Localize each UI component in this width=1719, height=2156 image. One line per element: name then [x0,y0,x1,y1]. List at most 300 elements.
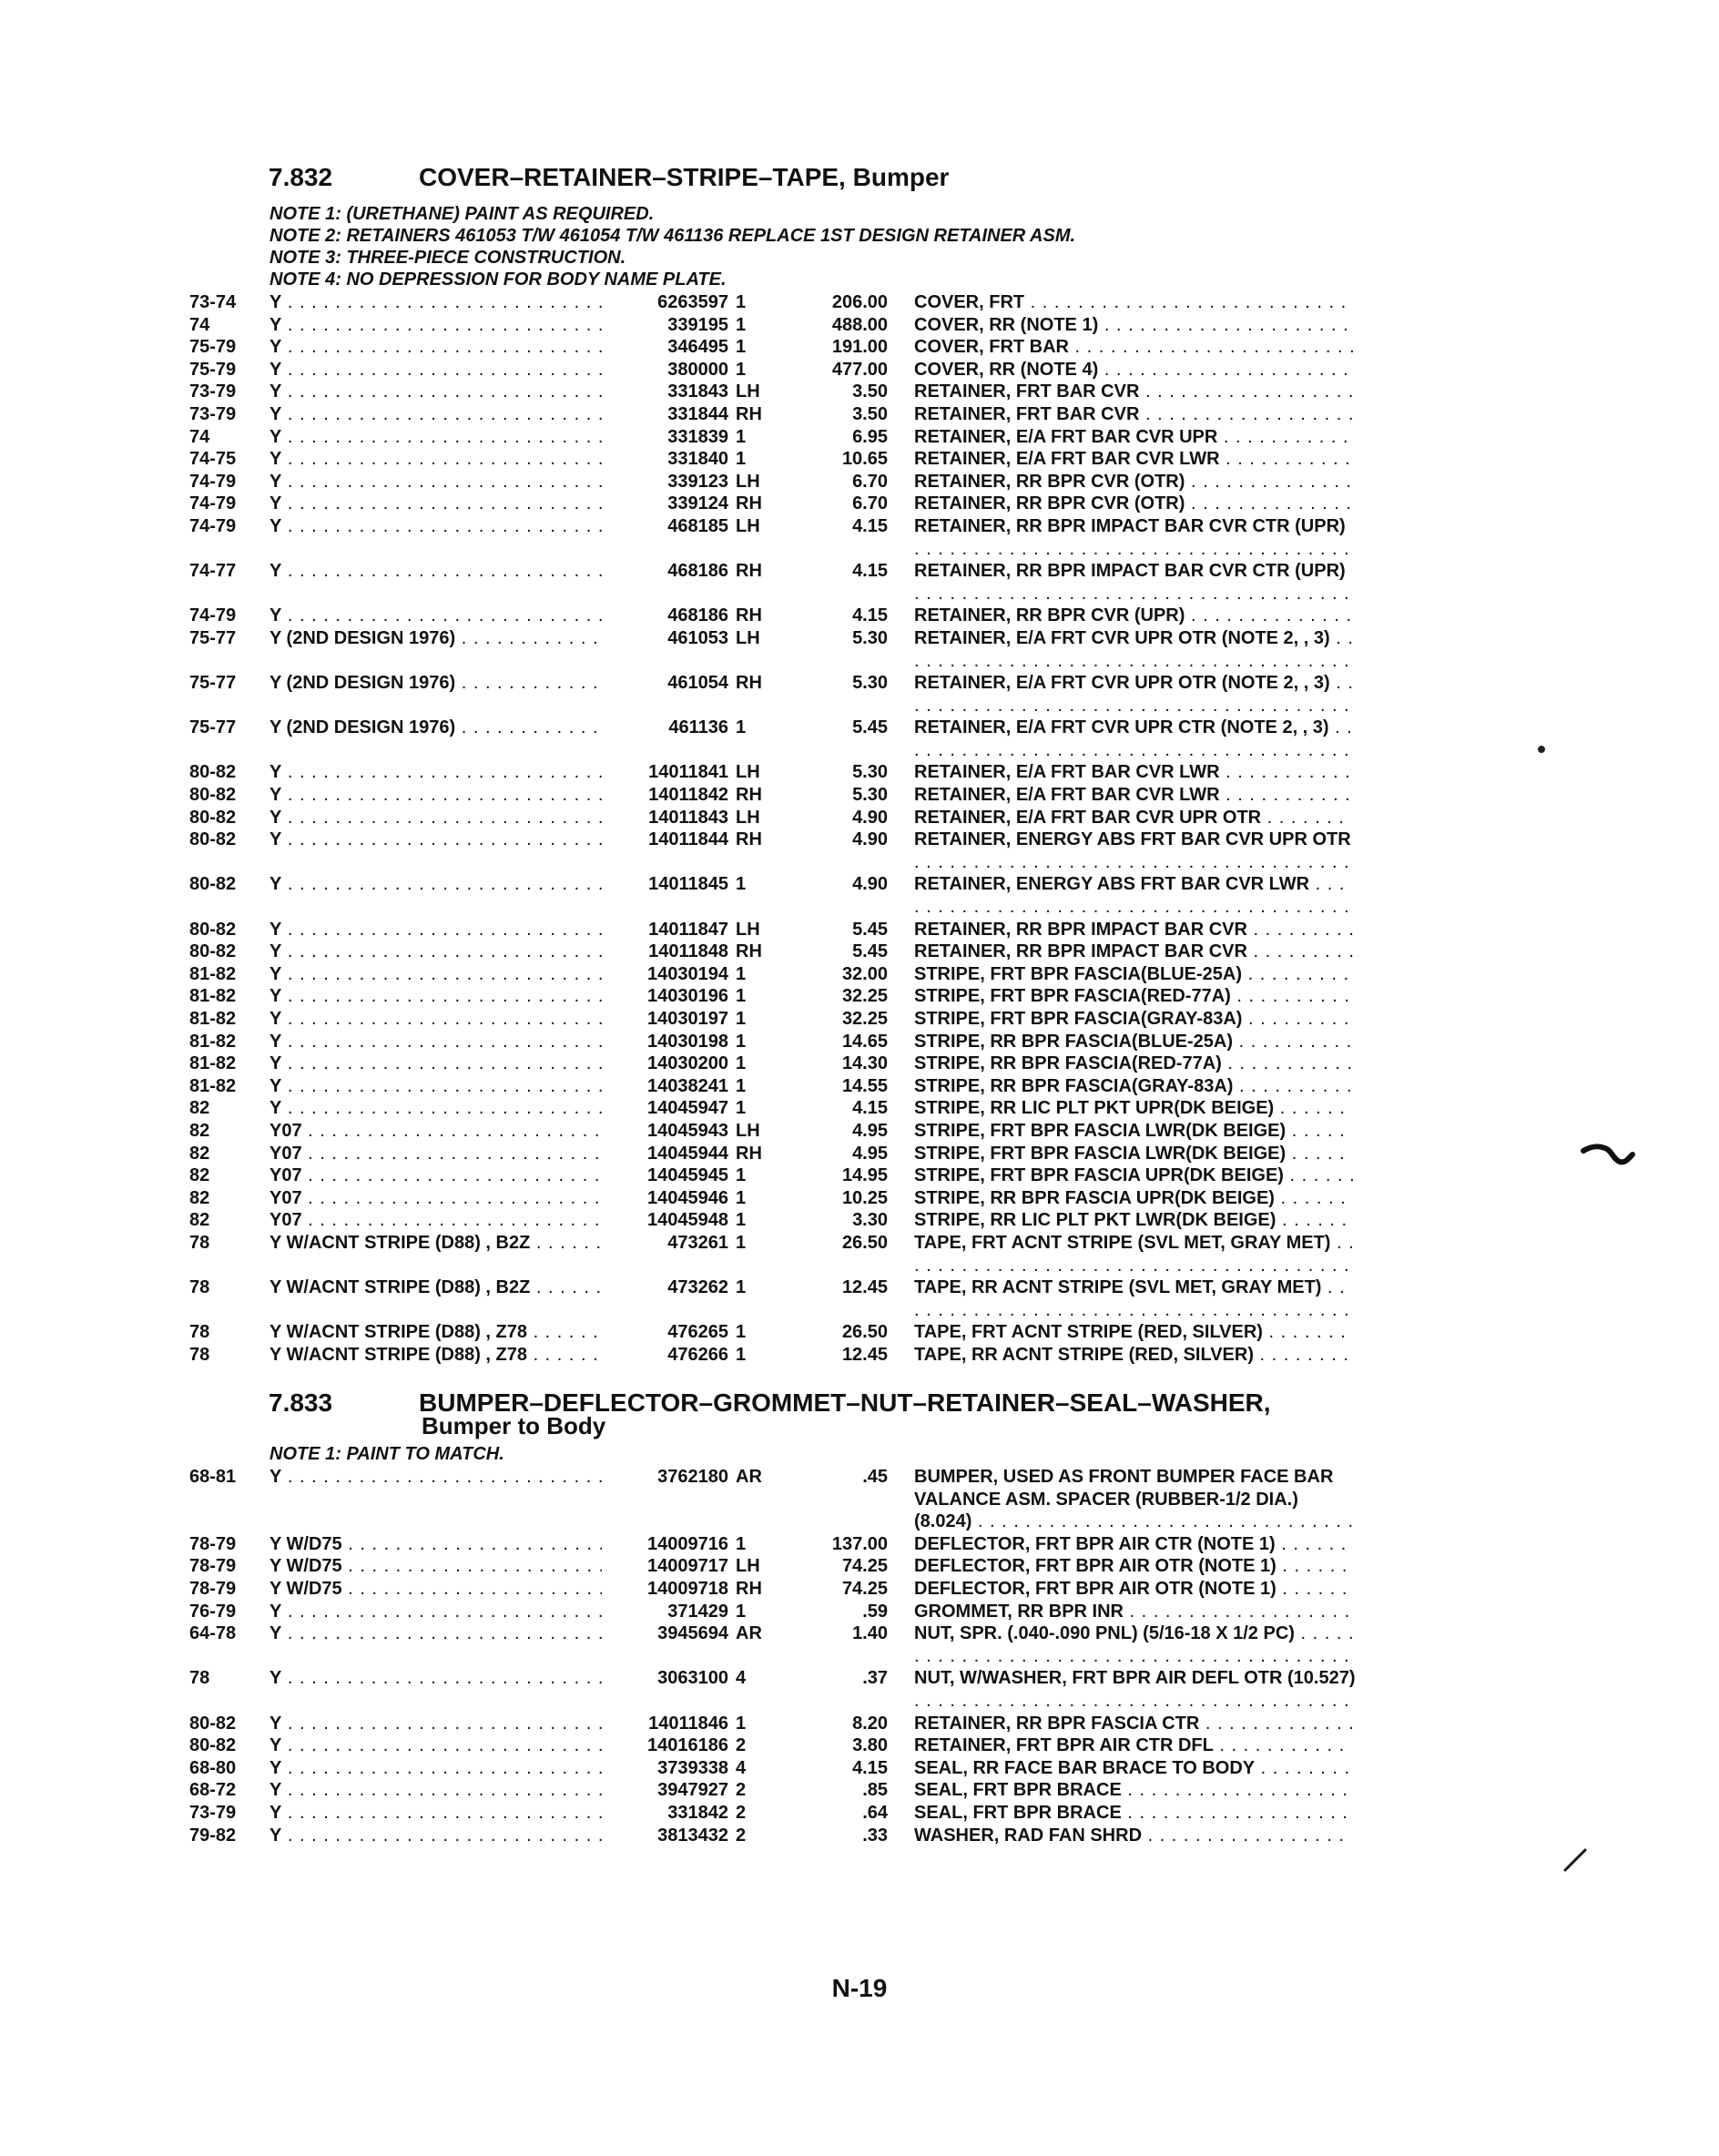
row-description-text: RETAINER, RR BPR CVR (OTR) . . . [914,493,1356,515]
table-row [0,1075,1719,1098]
table-row [0,314,1719,337]
table-row [0,560,1719,605]
row-part-number: 461054 [667,673,728,694]
row-year: 75-79 [189,337,237,358]
row-description [914,291,1356,314]
row-year: 74-77 [189,561,237,582]
row-description-text: RETAINER, RR BPR IMPACT BAR CVR CTR (UPR) . . . [914,515,1356,560]
table-row [0,403,1719,426]
row-description [914,1276,1356,1321]
table-row [0,1164,1719,1187]
row-application: Y . . . [270,291,602,314]
row-application: Y . . . [270,605,602,627]
row-part-number: 476266 [667,1344,728,1365]
note-line: NOTE 3: THREE-PIECE CONSTRUCTION. [270,248,626,268]
row-price: 3.80 [852,1735,888,1756]
row-part-number: 14045947 [647,1098,728,1119]
row-part-number: 14030194 [647,963,728,984]
row-part-number: 339124 [667,493,728,514]
table-row [0,381,1719,403]
row-part-number: 331844 [667,403,728,424]
row-part-number: 476265 [667,1322,728,1343]
row-year: 78 [189,1344,210,1365]
row-part-number: 14045943 [647,1120,728,1141]
row-year: 64-78 [189,1623,237,1644]
row-description [914,1713,1356,1735]
row-description-text: RETAINER, ENERGY ABS FRT BAR CVR UPR OTR . . . [914,829,1356,873]
section-title: BUMPER–DEFLECTOR–GROMMET–NUT–RETAINER–SEAL–WASHER, [419,1388,1271,1417]
row-application: Y . . . [270,314,602,337]
row-quantity: LH [736,471,760,492]
row-quantity: 2 [736,1735,747,1756]
row-price: 6.95 [852,426,888,447]
row-description [914,985,1356,1008]
table-row [0,1466,1719,1533]
row-application: Y . . . [270,784,602,807]
row-part-number: 14011846 [648,1713,728,1734]
table-row [0,1187,1719,1210]
row-application: Y . . . [270,985,602,1008]
row-description-text: RETAINER, ENERGY ABS FRT BAR CVR LWR . . . [914,873,1356,918]
row-quantity: RH [736,829,762,850]
row-part-number: 3813432 [657,1825,728,1846]
row-application: Y07 . . . [270,1187,602,1210]
row-application: Y (2ND DESIGN 1976) . . . [270,672,602,695]
parts-table-7-832 [0,291,1719,1367]
row-price: 5.45 [852,941,888,962]
row-description-text: STRIPE, FRT BPR FASCIA(GRAY-83A) . . . [914,1008,1356,1031]
row-price: 5.45 [852,919,888,940]
table-row [0,627,1719,672]
row-quantity: 1 [736,1187,747,1208]
row-description [914,919,1356,941]
row-description [914,1344,1356,1367]
row-part-number: 14030196 [647,986,728,1007]
row-quantity: 1 [736,1277,747,1298]
row-part-number: 468186 [667,561,728,582]
table-row [0,515,1719,560]
row-description-text: RETAINER, RR BPR IMPACT BAR CVR . . . [914,919,1356,941]
row-price: 5.30 [852,762,888,783]
table-row [0,1601,1719,1623]
row-part-number: 461136 [668,717,728,738]
row-year: 81-82 [189,1075,237,1096]
row-price: .85 [862,1780,888,1801]
row-application: Y . . . [270,1622,602,1645]
row-price: .45 [862,1467,888,1487]
table-row [0,1008,1719,1031]
row-description-text: STRIPE, FRT BPR FASCIA LWR(DK BEIGE) . . . [914,1143,1356,1165]
row-part-number: 371429 [667,1601,728,1622]
row-description [914,336,1356,359]
row-year: 74 [189,314,210,335]
row-part-number: 331839 [667,426,728,447]
row-year: 80-82 [189,874,237,895]
row-application: Y . . . [270,941,602,963]
row-application: Y W/ACNT STRIPE (D88) , B2Z . . . [270,1276,602,1299]
row-year: 81-82 [189,1031,237,1052]
row-price: 74.25 [841,1578,888,1599]
row-part-number: 14009717 [647,1556,728,1577]
row-description-text: RETAINER, RR BPR CVR (UPR) . . . [914,605,1356,627]
table-row [0,1578,1719,1601]
table-row [0,1276,1719,1321]
row-part-number: 461053 [667,627,728,648]
row-application: Y07 . . . [270,1120,602,1143]
row-year: 82 [189,1210,210,1231]
row-description [914,1008,1356,1031]
row-description-text: STRIPE, FRT BPR FASCIA(BLUE-25A) . . . [914,963,1356,986]
row-year: 82 [189,1165,210,1186]
row-price: 137.00 [831,1533,888,1554]
row-quantity: 1 [736,449,747,470]
row-description [914,717,1356,761]
row-year: 78-79 [189,1578,237,1599]
row-part-number: 14030197 [647,1009,728,1029]
row-year: 73-79 [189,1802,237,1823]
row-quantity: 1 [736,1098,747,1119]
table-row [0,919,1719,941]
row-description [914,314,1356,337]
row-application: Y . . . [270,1757,602,1780]
table-row [0,1779,1719,1802]
row-application: Y . . . [270,1053,602,1075]
row-year: 80-82 [189,1735,237,1756]
row-quantity: 2 [736,1825,747,1846]
row-description-text: RETAINER, E/A FRT BAR CVR LWR . . . [914,448,1356,471]
row-part-number: 331843 [667,381,728,402]
row-description [914,1802,1356,1825]
row-price: 32.25 [841,986,888,1007]
table-row [0,1667,1719,1712]
row-quantity: RH [736,493,762,514]
row-price: 477.00 [831,359,888,380]
note-line: NOTE 1: PAINT TO MATCH. [270,1444,504,1464]
row-description-text: RETAINER, FRT BPR AIR CTR DFL . . . [914,1734,1356,1757]
row-part-number: 331842 [667,1802,728,1823]
row-quantity: 1 [736,314,747,335]
row-part-number: 14045946 [647,1187,728,1208]
table-row [0,359,1719,381]
parts-table-7-833 [0,1466,1719,1846]
row-price: 6.70 [852,493,888,514]
row-description [914,1187,1356,1210]
row-part-number: 339123 [667,471,728,492]
page-number: N-19 [831,1974,888,2002]
row-quantity: AR [736,1623,762,1644]
row-description [914,1031,1356,1053]
row-quantity: RH [736,1143,762,1164]
section-number: 7.832 [269,163,333,191]
row-description-text: DEFLECTOR, FRT BPR AIR OTR (NOTE 1) . . . [914,1578,1356,1601]
row-price: 4.90 [852,807,888,828]
row-part-number: 3739338 [657,1757,728,1778]
table-row [0,448,1719,471]
row-price: 191.00 [831,337,888,358]
table-row [0,1120,1719,1143]
section-7-832-heading [269,165,949,190]
row-description [914,605,1356,627]
row-price: 5.30 [852,785,888,806]
row-year: 78 [189,1277,210,1298]
row-description-text: WASHER, RAD FAN SHRD . . . [914,1825,1356,1847]
row-part-number: 14011845 [648,874,728,895]
row-description [914,1321,1356,1344]
row-description-text: TAPE, FRT ACNT STRIPE (SVL MET, GRAY MET) . . . [914,1232,1356,1276]
row-price: 488.00 [831,314,888,335]
row-year: 73-79 [189,381,237,402]
row-price: 32.00 [841,963,888,984]
row-year: 78 [189,1232,210,1253]
row-description [914,1601,1356,1623]
row-application: Y . . . [270,1734,602,1757]
row-year: 78 [189,1668,210,1689]
row-year: 74-79 [189,493,237,514]
row-year: 75-77 [189,673,237,694]
row-quantity: LH [736,381,760,402]
table-row [0,1713,1719,1735]
row-application: Y . . . [270,1667,602,1690]
row-price: 3.50 [852,381,888,402]
row-description [914,1075,1356,1098]
row-quantity: 1 [736,1009,747,1029]
row-description [914,1667,1356,1712]
table-row [0,1757,1719,1780]
row-description [914,1533,1356,1556]
row-description-text: STRIPE, RR BPR FASCIA(BLUE-25A) . . . [914,1031,1356,1053]
table-row [0,493,1719,515]
row-year: 80-82 [189,807,237,828]
row-description-text: STRIPE, FRT BPR FASCIA LWR(DK BEIGE) . . . [914,1120,1356,1143]
row-description [914,1097,1356,1120]
row-part-number: 468186 [667,605,728,626]
row-description [914,1209,1356,1232]
table-row [0,1031,1719,1053]
table-row [0,717,1719,761]
row-application: Y . . . [270,426,602,449]
row-application: Y . . . [270,1008,602,1031]
row-part-number: 3063100 [657,1668,728,1689]
row-description [914,560,1356,605]
row-price: 4.15 [852,605,888,626]
row-description-text: STRIPE, FRT BPR FASCIA UPR(DK BEIGE) . . . [914,1164,1356,1187]
row-quantity: 1 [736,963,747,984]
section-number: 7.833 [269,1388,333,1417]
row-description-text: COVER, RR (NOTE 1) . . . [914,314,1356,337]
row-description-text: RETAINER, FRT BAR CVR . . . [914,381,1356,403]
row-part-number: 331840 [667,449,728,470]
row-year: 75-77 [189,627,237,648]
row-description-text: TAPE, RR ACNT STRIPE (RED, SILVER) . . . [914,1344,1356,1367]
row-price: 10.65 [841,449,888,470]
row-part-number: 339195 [667,314,728,335]
row-application: Y . . . [270,493,602,515]
row-quantity: 1 [736,1601,747,1622]
row-application: Y . . . [270,1802,602,1825]
row-part-number: 14011842 [648,785,728,806]
row-description-text: RETAINER, E/A FRT CVR UPR CTR (NOTE 2, , 3) . . . [914,717,1356,761]
row-description [914,1757,1356,1780]
row-quantity: LH [736,1556,760,1577]
row-price: 8.20 [852,1713,888,1734]
row-application: Y . . . [270,829,602,851]
row-year: 75-79 [189,359,237,380]
row-price: 5.45 [852,717,888,738]
row-application: Y . . . [270,1466,602,1489]
row-quantity: 1 [736,986,747,1007]
row-price: 4.90 [852,829,888,850]
row-part-number: 3762180 [657,1467,728,1487]
row-year: 82 [189,1143,210,1164]
table-row [0,1802,1719,1825]
row-application: Y . . . [270,1825,602,1847]
row-application: Y . . . [270,448,602,471]
table-row [0,1232,1719,1276]
row-description-text: COVER, FRT BAR . . . [914,336,1356,359]
row-price: 3.30 [852,1210,888,1231]
row-price: 4.15 [852,515,888,536]
row-application: Y . . . [270,381,602,403]
table-row [0,336,1719,359]
row-application: Y . . . [270,336,602,359]
row-quantity: RH [736,403,762,424]
row-year: 74-79 [189,605,237,626]
row-year: 74-79 [189,471,237,492]
row-application: Y . . . [270,1601,602,1623]
row-quantity: 2 [736,1780,747,1801]
table-row [0,426,1719,449]
row-application: Y W/ACNT STRIPE (D88) , Z78 . . . [270,1321,602,1344]
row-quantity: 1 [736,1713,747,1734]
row-price: 206.00 [831,292,888,312]
row-description [914,471,1356,493]
row-quantity: 1 [736,1232,747,1253]
row-description [914,1143,1356,1165]
row-description-text: STRIPE, RR LIC PLT PKT LWR(DK BEIGE) . . . [914,1209,1356,1232]
row-description-text: SEAL, FRT BPR BRACE . . . [914,1779,1356,1802]
row-application: Y . . . [270,359,602,381]
row-description [914,963,1356,986]
row-description-text: RETAINER, E/A FRT BAR CVR LWR . . . [914,784,1356,807]
section-7-833-heading [269,1390,1271,1416]
row-application: Y W/D75 . . . [270,1578,602,1601]
row-description-text: SEAL, RR FACE BAR BRACE TO BODY . . . [914,1757,1356,1780]
row-application: Y . . . [270,1031,602,1053]
note-line: NOTE 1: (URETHANE) PAINT AS REQUIRED. [270,204,655,224]
row-part-number: 14045944 [647,1143,728,1164]
row-application: Y . . . [270,1779,602,1802]
row-part-number: 346495 [667,337,728,358]
row-price: 4.95 [852,1143,888,1164]
row-quantity: RH [736,561,762,582]
row-quantity: 1 [736,1344,747,1365]
section-title: COVER–RETAINER–STRIPE–TAPE, Bumper [419,163,950,191]
row-description-text: RETAINER, FRT BAR CVR . . . [914,403,1356,426]
row-year: 81-82 [189,1053,237,1074]
row-application: Y W/D75 . . . [270,1555,602,1578]
row-quantity: 1 [736,717,747,738]
row-description [914,426,1356,449]
row-quantity: 1 [736,292,747,312]
row-application: Y . . . [270,515,602,538]
row-description-text: NUT, SPR. (.040-.090 PNL) (5/16-18 X 1/2 PC) . . . [914,1622,1356,1667]
row-quantity: 4 [736,1668,747,1689]
row-description [914,941,1356,963]
row-description-text: RETAINER, E/A FRT CVR UPR OTR (NOTE 2, , 3) . . . [914,627,1356,672]
table-row [0,873,1719,918]
row-price: 32.25 [841,1009,888,1029]
row-description-text: SEAL, FRT BPR BRACE . . . [914,1802,1356,1825]
row-price: .33 [862,1825,888,1846]
row-year: 68-80 [189,1757,237,1778]
row-application: Y W/ACNT STRIPE (D88) , B2Z . . . [270,1232,602,1255]
row-quantity: LH [736,627,760,648]
row-part-number: 14045945 [647,1165,728,1186]
row-description [914,403,1356,426]
row-description [914,761,1356,784]
row-year: 81-82 [189,1009,237,1029]
row-description-text: BUMPER, USED AS FRONT BUMPER FACE BAR VALANCE ASM. SPACER (RUBBER-1/2 DIA.) (8.024) . . . [914,1466,1356,1533]
row-quantity: 1 [736,1210,747,1231]
row-price: 14.95 [841,1165,888,1186]
row-price: 3.50 [852,403,888,424]
row-description [914,359,1356,381]
table-row [0,471,1719,493]
row-description [914,672,1356,717]
row-quantity: LH [736,919,760,940]
row-description-text: STRIPE, RR BPR FASCIA(GRAY-83A) . . . [914,1075,1356,1098]
row-part-number: 14011847 [648,919,728,940]
row-description [914,627,1356,672]
row-year: 81-82 [189,963,237,984]
row-year: 74 [189,426,210,447]
row-application: Y . . . [270,807,602,829]
row-description [914,1825,1356,1847]
row-quantity: 1 [736,1053,747,1074]
row-description [914,1120,1356,1143]
row-application: Y . . . [270,1097,602,1120]
row-application: Y07 . . . [270,1143,602,1165]
table-row [0,829,1719,873]
row-application: Y07 . . . [270,1209,602,1232]
row-year: 82 [189,1120,210,1141]
row-part-number: 473261 [667,1232,728,1253]
row-year: 73-79 [189,403,237,424]
row-application: Y07 . . . [270,1164,602,1187]
row-part-number: 14030200 [647,1053,728,1074]
row-price: 4.15 [852,561,888,582]
row-part-number: 3947927 [657,1780,728,1801]
row-description [914,1164,1356,1187]
row-year: 68-81 [189,1467,237,1487]
row-price: .64 [862,1802,888,1823]
row-description-text: RETAINER, RR BPR FASCIA CTR . . . [914,1713,1356,1735]
row-description-text: STRIPE, RR BPR FASCIA(RED-77A) . . . [914,1053,1356,1075]
table-row [0,941,1719,963]
row-part-number: 3945694 [657,1623,728,1644]
row-part-number: 468185 [667,515,728,536]
table-row [0,291,1719,314]
note-line: NOTE 4: NO DEPRESSION FOR BODY NAME PLATE. [270,270,727,290]
row-application: Y W/D75 . . . [270,1533,602,1556]
table-row [0,1555,1719,1578]
row-part-number: 14016186 [647,1735,728,1756]
scan-mark [1580,1136,1638,1169]
row-price: 1.40 [852,1623,888,1644]
row-description-text: RETAINER, RR BPR CVR (OTR) . . . [914,471,1356,493]
row-description-text: RETAINER, E/A FRT CVR UPR OTR (NOTE 2, , 3) . . . [914,672,1356,717]
row-description-text: STRIPE, RR LIC PLT PKT UPR(DK BEIGE) . . . [914,1097,1356,1120]
